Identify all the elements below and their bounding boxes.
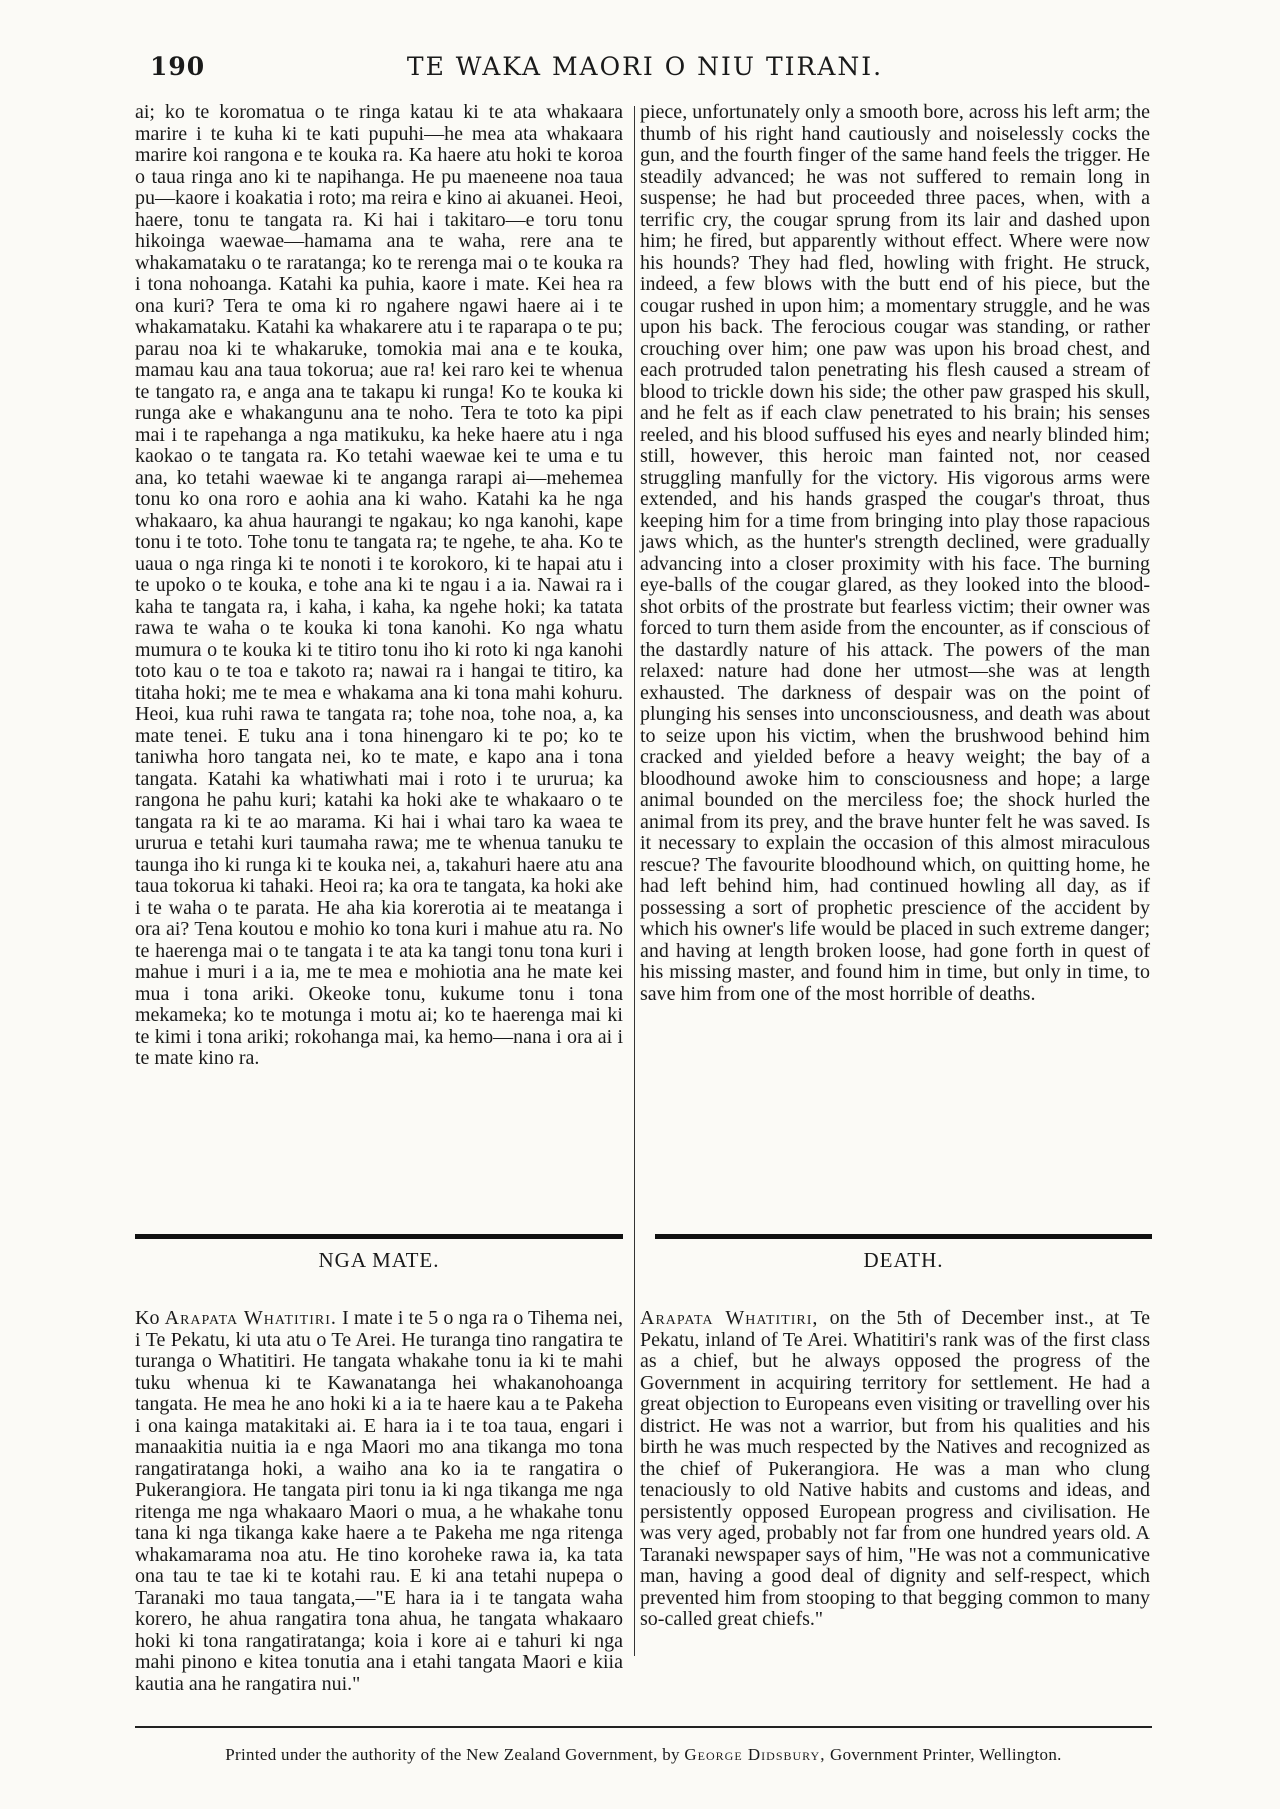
imprint-text: Printed under the authority of the New Zealand Government, by [225, 1745, 680, 1764]
obituary-english-name: Arapata Whatitiri, [640, 1307, 819, 1329]
story-maori-column [135, 102, 623, 1070]
section-rule-left [135, 1234, 623, 1239]
story-english-column [640, 102, 1150, 1005]
obituary-maori-paragraph [135, 1308, 623, 1695]
page-header [150, 52, 1140, 92]
obituary-english-body: on the 5th of December inst., at Te Pekatu, inland of Te Arei. Whatitiri's rank was of the first class as a chief, but he always opposed the progress of the Government in acquiring territory for settlement. He had a great objection to Europeans even visiting or travelling over his district. He was not a warrior, but from his qualities and his birth he was much respected by the Natives and recognized as the chief of Pukerangiora. He was a man who clung tenaciously to old Native habits and customs and ideas, and persistently opposed European progress and civilisation. He was very aged, probably not far from one hundred years old. A Taranaki newspaper says of him, "He was not a communicative man, having a good deal of dignity and self-respect, which prevented him from stooping to that begging common to many so-called great chiefs." [640, 1307, 1151, 1630]
column-divider [634, 106, 635, 1656]
obituary-maori-body: I mate i te 5 o nga ra o Tihema nei, i Te Pekatu, ki uta atu o Te Arei. He turanga tino rangatira te turanga o Whatitiri. He tangata whakahe tonu ia ki te mahi tuku whenua ki te Kawanatanga hei whakanohoanga tangata. He mea he ano hoki ki a ia te haere kau a te Pakeha i ona kainga matakitaki ai. E hara ia i te toa taua, engari i manaakitia nuitia ia e nga Maori mo ana tikanga mo tona rangatiratanga hoki, a waiho ana ko ia te rangatira o Pukerangiora. He tangata piri tonu ia ki nga tikanga me nga ritenga me nga whakaaro Maori o mua, a he whakahe tonu tana ki nga tikanga kake haere a te Pakeha me nga ritenga whakamarama noa atu. He tino koroheke rawa ia, ka tata ona tau te tae ki te kotahi rau. E ki ana tetahi nupepa o Taranaki mo taua tangata,—"E hara ia i te tangata waha korero, he ahua rangatira tona ahua, he tangata whakaaro hoki ki tona rangatiratanga; koia i kore ai e tahuri ki nga mahi pinono e kitea tonutia ana i etahi tangata Maori e kiia kautia ana he rangatira nui." [135, 1307, 624, 1695]
section-rule-right [655, 1234, 1152, 1239]
obituary-english-paragraph [640, 1308, 1150, 1631]
printer-imprint [135, 1745, 1152, 1765]
story-english-text: piece, unfortunately only a smooth bore, across his left arm; the thumb of his right hand cautiously and noiselessly cocks the gun, and the fourth finger of the same hand feels the trigger. He steadily advanced; he was not suffered to remain long in suspense; he had but proceeded three paces, when, with a terrific cry, the cougar sprung from its lair and dashed upon him; he fired, but apparently without effect. Where were now his hounds? They had fled, howling with fright. He struck, indeed, a few blows with the butt end of his piece, but the cougar rushed in upon him; a momentary struggle, and he was upon his back. The ferocious cougar was standing, or rather crouching over him; one paw was upon his broad chest, and each protruded talon penetrating his flesh caused a stream of blood to trickle down his side; the other paw grasped his skull, and he felt as if each claw penetrated to his brain; his senses reeled, and his blood suffused his eyes and nearly blinded him; still, however, this heroic man fainted not, nor ceased struggling manfully for the victory. His vigorous arms were extended, and his hands grasped the cougar's throat, thus keeping him for a time from bringing into play those rapacious jaws which, as the hunter's strength declined, were gradually advancing into a closer proximity with his face. The burning eye-balls of the cougar glared, as they looked into the blood-shot orbits of the prostrate but fearless victim; their owner was forced to turn them aside from the encounter, as if conscious of the dastardly nature of his attack. The powers of the man relaxed: nature had done her utmost—she was at length exhausted. The darkness of despair was on the point of plunging his senses into unconsciousness, and death was about to seize upon his victim, when the brushwood behind him cracked and yielded before a heavy weight; the bay of a bloodhound awoke him to consciousness and hope; a large animal bounded on the merciless foe; the shock hurled the animal from its prey, and the brave hunter felt he was saved. Is it necessary to explain the occasion of this almost miraculous rescue? The favourite bloodhound which, on quitting home, he had left behind him, had continued howling all day, as if possessing a sort of prophetic prescience of the accident by which his owner's life would be placed in such extreme danger; and having at length broken loose, had gone forth in quest of his missing master, and found him in time, but only in time, to save him from one of the most horrible of deaths. [640, 101, 1150, 1005]
imprint-end: Government Printer, Wellington. [830, 1745, 1062, 1764]
obituary-maori-name: Arapata Whatitiri. [164, 1307, 337, 1329]
obituary-english-column [640, 1308, 1150, 1631]
page-number: 190 [150, 52, 206, 81]
obituary-english-heading: DEATH. [863, 1248, 944, 1272]
obituary-maori-heading: NGA MATE. [318, 1248, 440, 1272]
masthead-title: TE WAKA MAORI O NIU TIRANI. [406, 52, 884, 81]
story-maori-text: ai; ko te koromatua o te ringa katau ki te ata whakaara marire i te kuha ki te kati pupuhi—he mea ata whakaara marire koi rangona e te kouka ra. Ka haere atu hoki te koroa o taua ringa ano ki te napihanga. He pu maeneene noa taua pu—kaore i koakatia i roto; ma reira e kino ai akuanei. Heoi, haere, tonu te tangata ra. Ki hai i takitaro—e toru tonu hikoinga waewae—hamama ana te waha, rere ana te whakamataku o te raratanga; ko te rerenga mai o te kouka ra i tona nohoanga. Katahi ka puhia, kaore i mate. Kei hea ra ona kuri? Tera te oma ki ro ngahere ngawi haere ai i te whakamataku. Katahi ka whakarere atu i te raparapa o te pu; parau noa ki te whakaruke, tomokia mai ana e te kouka, mamau kau ana taua tokorua; aue ra! kei raro kei te whenua te tangato ra, e anga ana te takapu ki runga! Ko te kouka ki runga ake e whakangunu ana te noho. Tera te toto ka pipi mai i te rapehanga a nga matikuku, ka heke haere atu i nga kaokao o te tangata ra. Ko tetahi waewae kei te uma e tu ana, ko tetahi waewae ki te anganga rarapi ai—mehemea tonu ko ona roro e aohia ana ki waho. Katahi ka he nga whakaaro, ka ahua haurangi te ngakau; ko nga kanohi, kape tonu i te toto. Tohe tonu te tangata ra; te ngehe, te aha. Ko te uaua o nga ringa ki te nonoti i te korokoro, ki te hapai atu i te upoko o te kouka, e tohe ana ki te ngau i a ia. Nawai ra i kaha te tangata ra, i kaha, i kaha, ka ngehe hoki; ka tatata rawa te waha o te kouka ki tona kanohi. Ko nga whatu mumura o te kouka ki te titiro tonu iho ki roto ki nga kanohi toto kau o te toa e takoto ra; nawai ra i hangai te titiro, ka titaha hoki; me te mea e whakama ana ki tona mahi kohuru. Heoi, kua ruhi rawa te tangata ra; tohe noa, tohe noa, a, ka mate tenei. E tuku ana i tona hinengaro ki te po; ko te taniwha horo tangata nei, ko te mate, e kapo ana i tona tangata. Katahi ka whatiwhati mai i roto i te ururua; ka rangona he pahu kuri; katahi ka hoki ake te whakaaro o te tangata ra ki te ao marama. Ki hai i whai taro ka waea te ururua e tetahi kuri taumaha rawa; me te whenua tanuku te taunga iho ki runga ki te kouka nei, a, takahuri haere atu ana taua tokorua ki tahaki. Heoi ra; ka ora te tangata, ka hoki ake i te waha o te parata. He aha kia korerotia ai te meatanga i ora ai? Tena koutou e mohio ko tona kuri i mahue atu ra. No te haerenga mai o te tangata i te ata ka tangi tonu tona kuri i mahue i muri i a ia, me te mea e mohiotia ana he mate kei mua i tona ariki. Okeoke tonu, kukume tonu i tona mekameka; ko te motunga i motu ai; ko te haerenga mai ki te kimi i tona ariki; rokohanga mai, ka hemo—nana i ora ai i te mate kino ra. [135, 101, 623, 1069]
obituary-maori-column [135, 1308, 623, 1695]
footer-rule [135, 1726, 1152, 1728]
printer-name: George Didsbury, [684, 1745, 826, 1764]
obituary-maori-lead: Ko [135, 1307, 160, 1329]
